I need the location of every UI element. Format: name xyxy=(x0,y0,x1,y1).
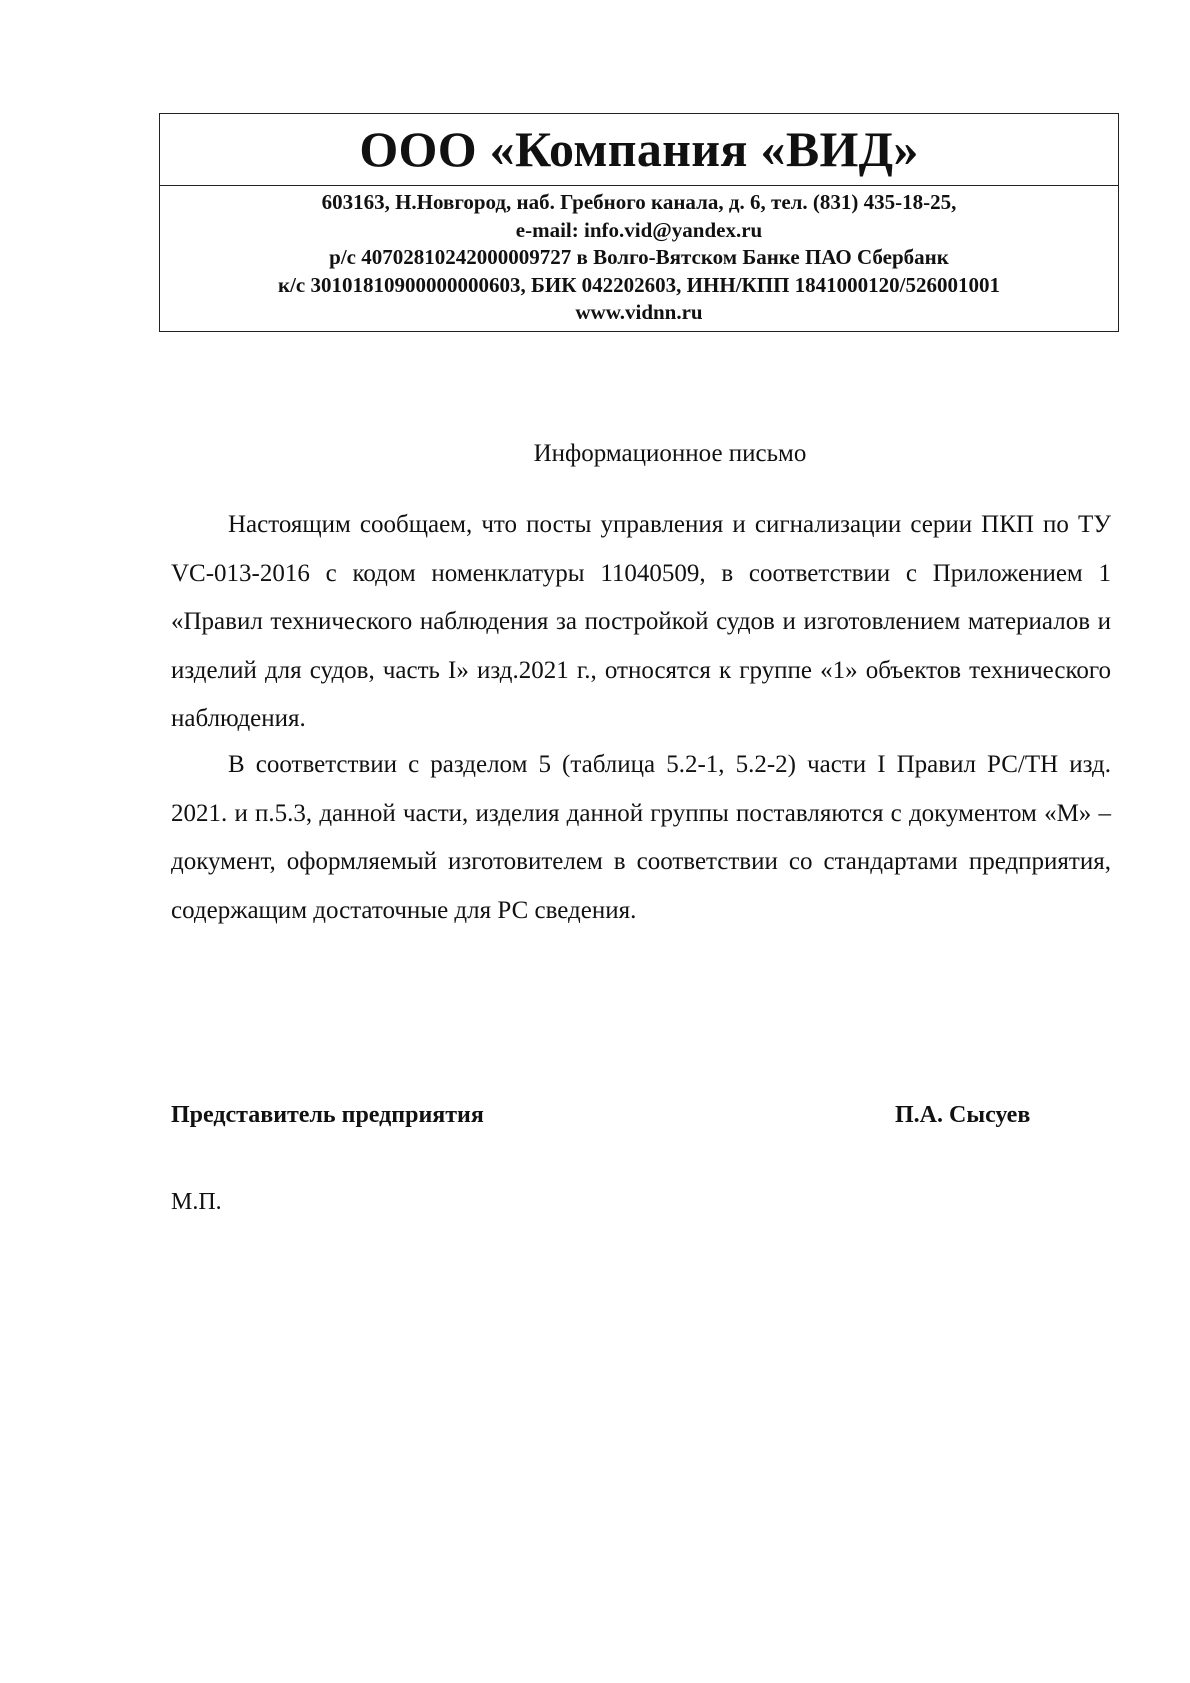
requisites-address-line: 603163, Н.Новгород, наб. Гребного канала, д. 6, тел. (831) 435-18-25, xyxy=(321,190,957,214)
letter-paragraph: В соответствии с разделом 5 (таблица 5.2-1, 5.2-2) части I Правил РС/ТН изд. 2021. и п.5.3, данной части, изделия данной группы поставляются с документом «М» – документ, оформляемый изготовителем в соответствии со стандартами предприятия, содержащим достаточные для РС сведения. xyxy=(171,751,1111,924)
signatory-title: Представитель предприятия xyxy=(171,1102,484,1128)
requisites-bank-codes-line: к/с 30101810900000000603, БИК 042202603, ИНН/КПП 1841000120/526001001 xyxy=(277,272,1001,297)
company-requisites xyxy=(160,186,1118,331)
signatory-name: П.А. Сысуев xyxy=(895,1102,1031,1128)
stamp-place-label: М.П. xyxy=(171,1189,222,1215)
requisites-email-line: e-mail: info.vid@yandex.ru xyxy=(515,217,763,242)
letter-title: Информационное письмо xyxy=(533,440,807,467)
letterhead xyxy=(159,113,1119,332)
letter-paragraph: Настоящим сообщаем, что посты управления и сигнализации серии ПКП по ТУ VC-013-2016 с кодом номенклатуры 11040509, в соответствии с Приложением 1 «Правил технического наблюдения за постройкой судов и изготовлением материалов и изделий для судов, часть I» изд.2021 г., относятся к группе «1» объектов технического наблюдения. xyxy=(171,511,1111,732)
requisites-website-line: www.vidnn.ru xyxy=(575,300,703,324)
requisites-bank-account-line: р/с 40702810242000009727 в Волго-Вятском Банке ПАО Сбербанк xyxy=(329,245,949,269)
company-name: ООО «Компания «ВИД» xyxy=(160,114,1118,186)
